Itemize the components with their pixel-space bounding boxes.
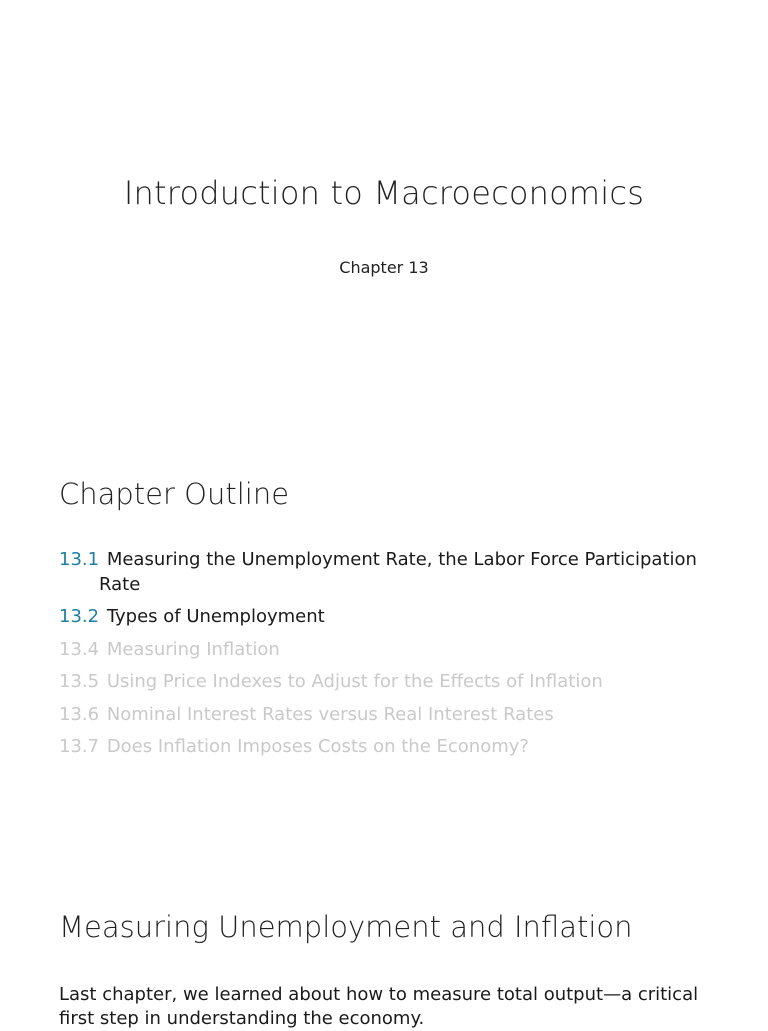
outline-slide (0, 432, 768, 864)
outline-item-number: 13.2 (59, 606, 100, 627)
measuring-body-text: Last chapter, we learned about how to measure total output—a critical first step in understanding the economy. (59, 984, 699, 1029)
outline-list (59, 548, 719, 768)
outline-item-13-2 (59, 605, 719, 630)
outline-item-label: Nominal Interest Rates versus Real Interest Rates (106, 703, 554, 725)
outline-item-13-4 (59, 638, 719, 663)
measuring-slide (0, 864, 768, 1029)
measuring-heading: Measuring Unemployment and Inflation (59, 910, 633, 944)
title-slide (0, 0, 768, 432)
outline-item-label: Measuring the Unemployment Rate, the Labor Force Participation Rate (99, 549, 697, 595)
outline-item-number: 13.7 (59, 736, 100, 757)
outline-item-label: Measuring Inflation (106, 638, 280, 660)
outline-item-number: 13.5 (59, 671, 100, 692)
outline-item-number: 13.4 (59, 638, 100, 660)
presentation-title: Introduction to Macroeconomics (123, 174, 645, 212)
outline-item-label: Using Price Indexes to Adjust for the Effects of Inflation (106, 671, 603, 692)
outline-item-13-1 (59, 548, 719, 597)
outline-item-label: Types of Unemployment (106, 606, 325, 627)
outline-item-number: 13.6 (59, 703, 100, 725)
outline-item-13-7 (59, 735, 719, 760)
outline-item-13-6 (59, 703, 719, 728)
chapter-subtitle: Chapter 13 (339, 258, 429, 277)
outline-heading: Chapter Outline (59, 477, 290, 511)
outline-item-label: Does Inflation Imposes Costs on the Economy? (106, 736, 529, 757)
outline-item-13-5 (59, 670, 719, 695)
outline-item-number: 13.1 (59, 549, 100, 570)
